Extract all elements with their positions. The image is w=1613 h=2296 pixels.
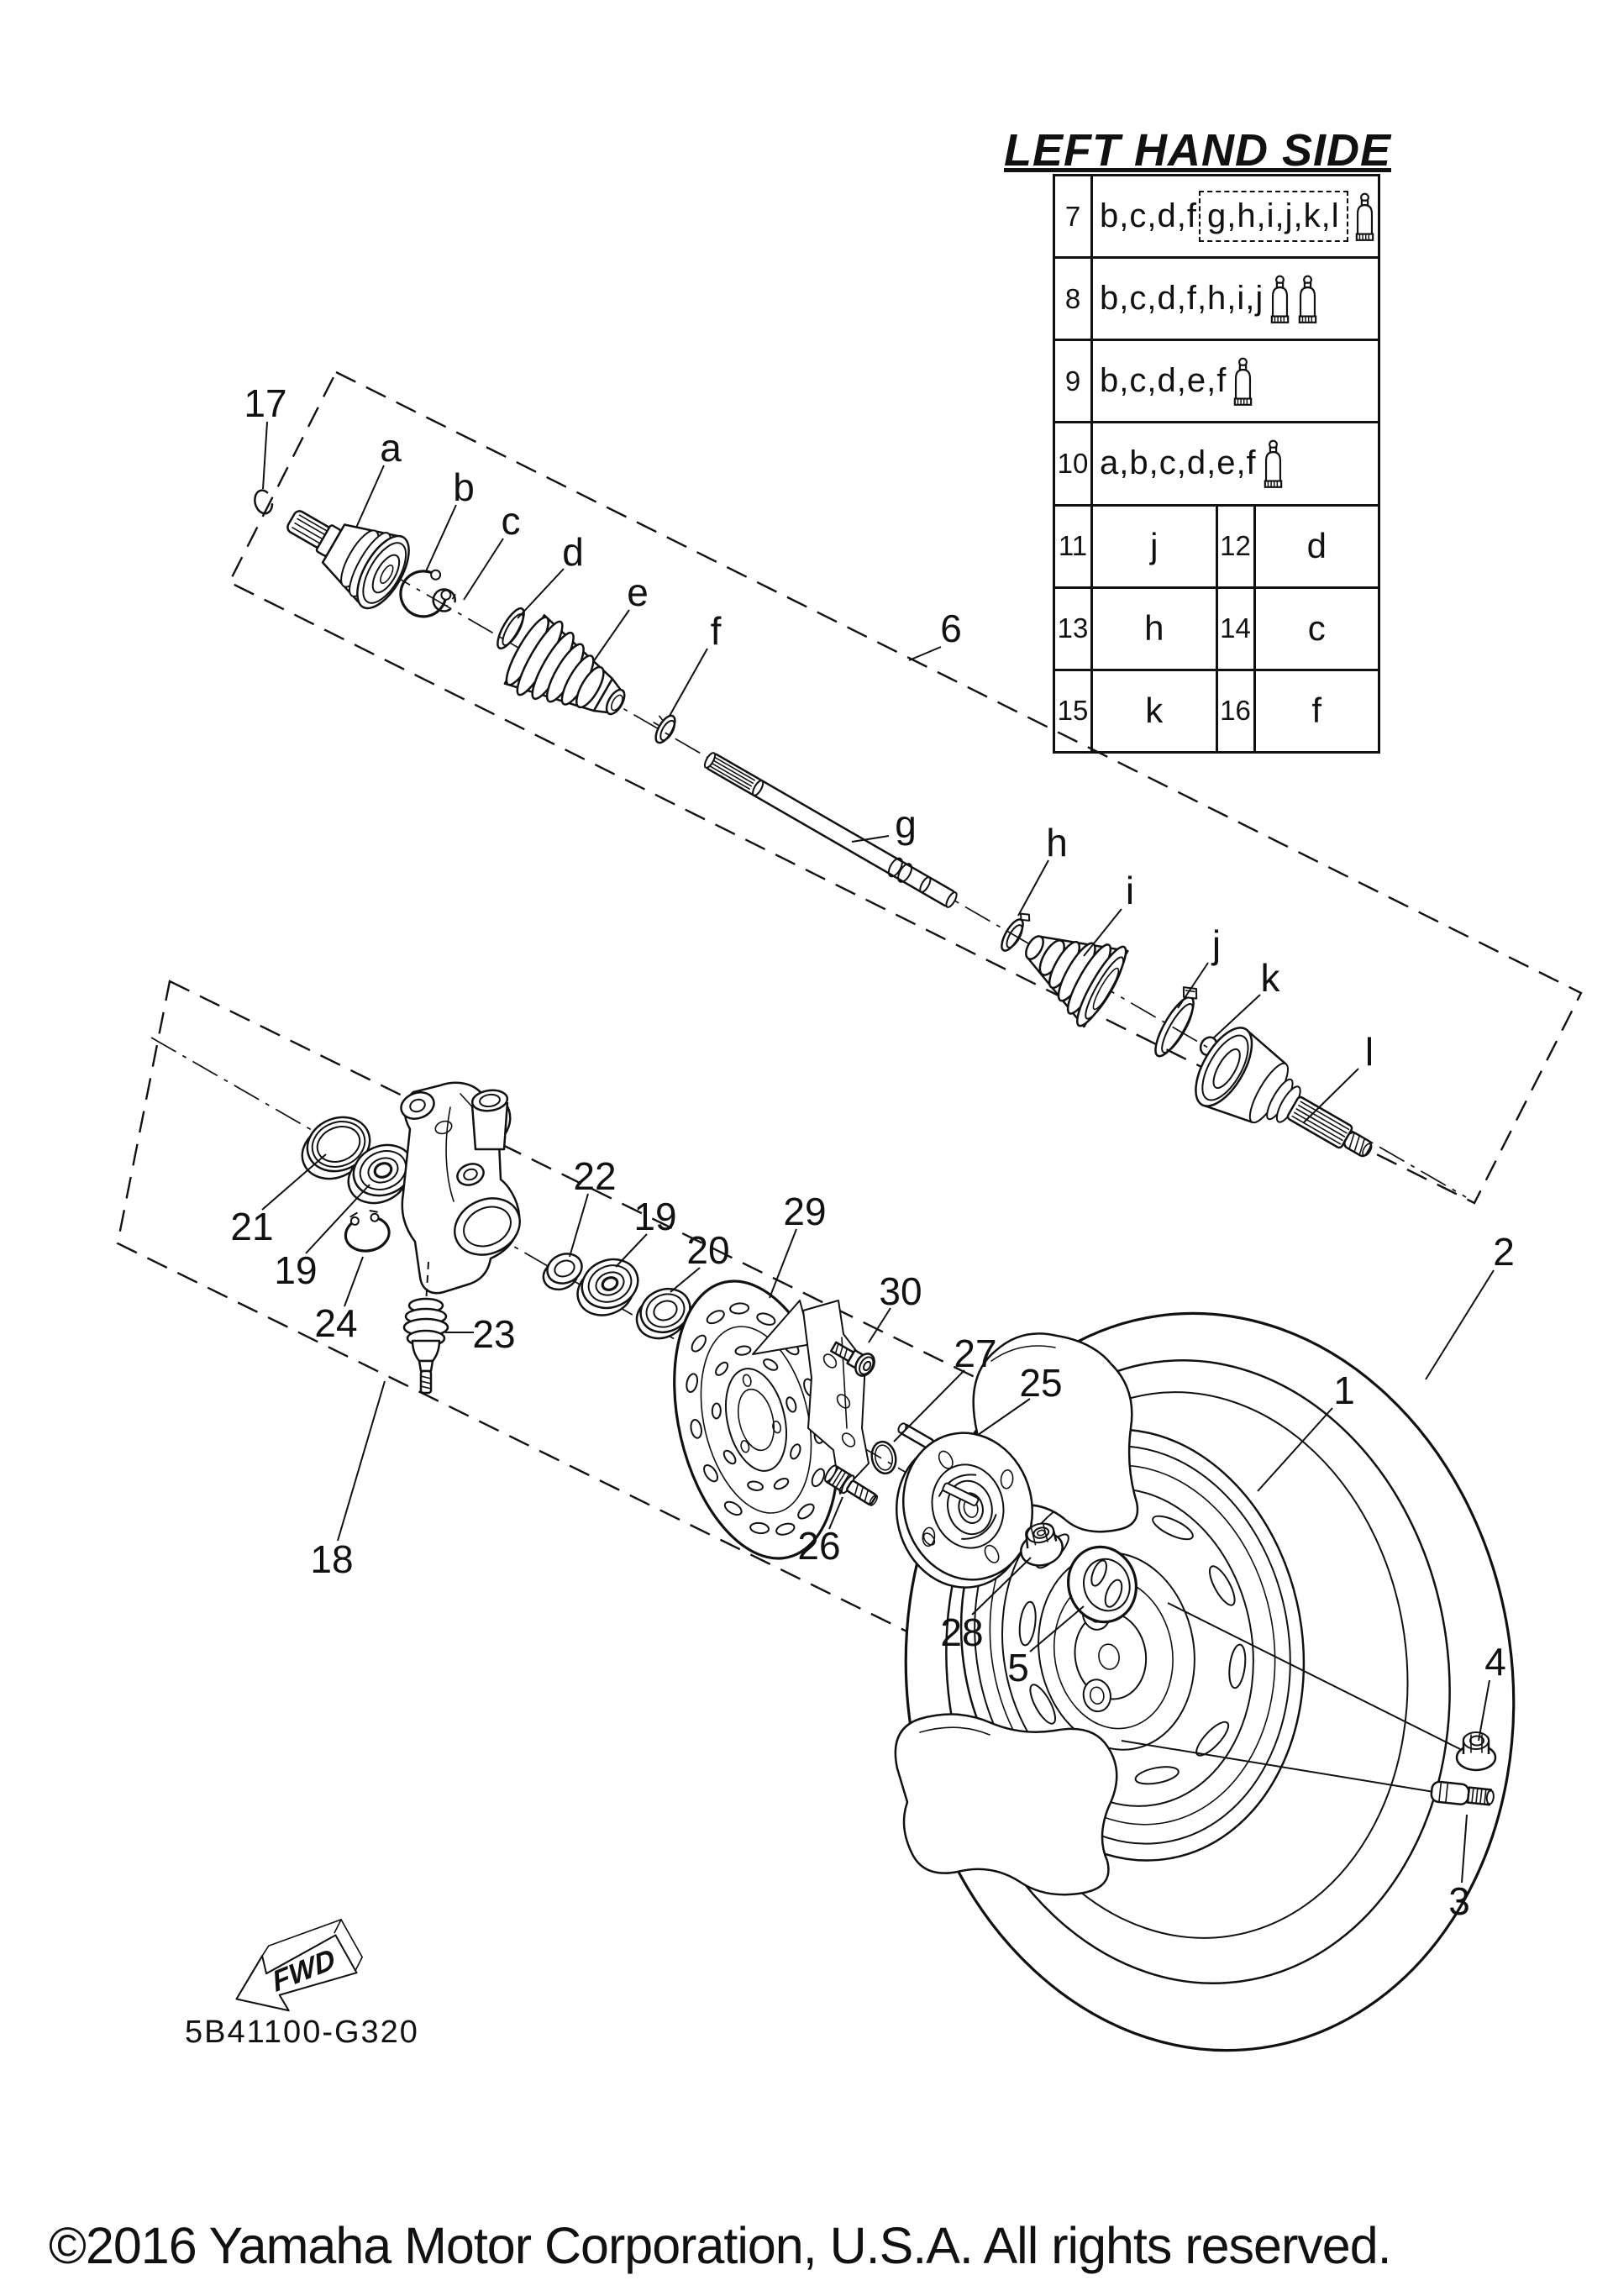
legend-item-number: 14	[1216, 589, 1256, 669]
callout-label: 21	[230, 1205, 274, 1248]
callout-label: h	[1046, 821, 1068, 864]
callout-label: 23	[472, 1312, 516, 1356]
legend-item-number: 7	[1055, 176, 1093, 256]
part-b-snap-ring	[397, 566, 454, 621]
callout-b	[426, 465, 475, 571]
callout-label: 17	[244, 381, 287, 425]
callout-label: g	[895, 802, 917, 846]
callout-23	[445, 1312, 516, 1356]
callout-label: l	[1364, 1030, 1374, 1074]
callout-label: 2	[1493, 1230, 1515, 1274]
page-title: LEFT HAND SIDE	[1004, 125, 1392, 176]
fwd-label: FWD	[269, 1942, 339, 1999]
legend-row-9	[1055, 339, 1378, 421]
callout-label: 26	[797, 1524, 841, 1568]
grease-tube-icon	[1232, 357, 1254, 406]
callout-label: 20	[686, 1228, 730, 1272]
leader-line	[262, 1154, 326, 1210]
copyright-notice: ©2016 Yamaha Motor Corporation, U.S.A. All rights reserved.	[49, 2217, 1391, 2274]
callout-label: 1	[1333, 1369, 1355, 1412]
legend-grease-letter: j	[1150, 526, 1159, 566]
callout-29	[770, 1190, 827, 1298]
legend-letters: b,c,d,f	[1100, 197, 1197, 235]
leader-line	[894, 1370, 964, 1442]
callout-label: 19	[274, 1248, 318, 1292]
callout-label: 27	[954, 1332, 997, 1375]
callout-label: 25	[1019, 1361, 1063, 1405]
legend-letters: b,c,d,e,f	[1100, 362, 1227, 400]
legend-row-10	[1055, 421, 1378, 503]
callout-17	[244, 381, 286, 489]
callout-label: f	[710, 609, 722, 653]
callout-22	[570, 1154, 617, 1257]
callout-18	[310, 1381, 385, 1581]
callout-a	[356, 426, 402, 528]
callout-label: i	[1125, 869, 1135, 912]
part-a-cv-joint	[271, 484, 419, 616]
callout-2	[1426, 1230, 1515, 1379]
callout-c	[464, 499, 521, 600]
legend-grease-letter: d	[1306, 526, 1327, 566]
leader-line	[344, 1257, 363, 1306]
callout-label: 24	[314, 1301, 358, 1345]
callout-label: 3	[1448, 1879, 1470, 1923]
leader-line	[593, 610, 629, 662]
callout-label: 29	[783, 1190, 827, 1233]
part-27-o-ring	[869, 1440, 898, 1476]
callout-d	[518, 530, 584, 618]
leader-line	[464, 539, 503, 600]
callout-label: 28	[940, 1610, 984, 1654]
grease-legend-table	[1053, 174, 1380, 754]
fwd-arrow	[223, 1915, 370, 2026]
legend-grease-letter: c	[1307, 608, 1326, 649]
callout-label: k	[1260, 956, 1280, 1000]
callout-6	[909, 607, 962, 660]
leader-line	[1426, 1270, 1494, 1379]
leader-line	[1018, 860, 1048, 916]
wheel-group	[859, 1274, 1560, 2090]
leader-line	[356, 465, 384, 528]
legend-grease-points	[1093, 176, 1378, 256]
grease-tube-icon	[1296, 275, 1319, 323]
leader-line	[263, 422, 267, 489]
part-i-boot	[1006, 905, 1134, 1031]
legend-item-number: 8	[1055, 259, 1093, 339]
callout-label: 4	[1484, 1640, 1506, 1684]
callout-label: j	[1211, 922, 1222, 966]
callout-k	[1213, 956, 1281, 1038]
legend-item-number: 12	[1216, 507, 1256, 586]
part-j-band-clamp	[1148, 983, 1206, 1061]
callout-label: e	[627, 570, 649, 614]
callout-label: 19	[633, 1195, 677, 1238]
legend-row-15-16	[1055, 669, 1378, 751]
leader-line	[770, 1229, 796, 1298]
leader-line	[869, 1308, 891, 1342]
part-l-cv-joint	[1185, 1019, 1392, 1190]
callout-24	[314, 1257, 363, 1345]
leader-line	[670, 649, 707, 716]
legend-grease-points	[1093, 423, 1378, 503]
tire-cutaway-lower	[896, 1715, 1116, 1895]
drawing-number: 5B41100-G320	[185, 2015, 419, 2050]
leader-line	[909, 647, 941, 660]
legend-item-number: 13	[1055, 589, 1093, 669]
callout-label: 30	[879, 1269, 922, 1313]
callout-e	[593, 570, 649, 662]
grease-tube-icon	[1353, 192, 1376, 241]
legend-item-number: 10	[1055, 423, 1093, 503]
legend-grease-letter: f	[1311, 691, 1322, 731]
callout-label: 22	[573, 1154, 617, 1198]
legend-grease-letter: h	[1144, 608, 1164, 649]
leader-line	[518, 569, 564, 618]
callout-label: 5	[1007, 1646, 1029, 1689]
callout-f	[670, 609, 722, 716]
callout-30	[869, 1269, 922, 1342]
legend-letters: a,b,c,d,e,f	[1100, 444, 1257, 482]
callout-label: 6	[940, 607, 962, 650]
legend-item-number: 15	[1055, 671, 1093, 751]
legend-item-number: 9	[1055, 341, 1093, 421]
callout-g	[852, 802, 917, 846]
callout-h	[1018, 821, 1068, 916]
legend-item-number: 11	[1055, 507, 1093, 586]
legend-row-7	[1055, 176, 1378, 256]
callout-label: c	[501, 499, 521, 543]
legend-grease-points	[1093, 259, 1378, 339]
legend-grease-letter: k	[1145, 691, 1164, 731]
part-f-ring	[646, 709, 680, 746]
leader-line	[616, 1234, 647, 1267]
callout-label: 18	[310, 1537, 354, 1581]
leader-line	[338, 1381, 385, 1541]
grease-tube-icon	[1269, 275, 1291, 323]
legend-item-number: 16	[1216, 671, 1256, 751]
legend-row-13-14	[1055, 586, 1378, 669]
legend-grease-points	[1093, 341, 1378, 421]
grease-tube-icon	[1262, 439, 1285, 488]
callout-label: a	[380, 426, 402, 470]
legend-letters-boxed: g,h,i,j,k,l	[1199, 191, 1348, 242]
legend-row-8	[1055, 256, 1378, 339]
part-24-snap-ring	[342, 1208, 391, 1254]
callout-label: d	[562, 530, 584, 574]
part-knuckle	[397, 1083, 529, 1293]
leader-line	[426, 505, 456, 571]
leader-line	[306, 1185, 370, 1253]
legend-letters: b,c,d,f,h,i,j	[1100, 280, 1264, 318]
callout-label: b	[453, 465, 475, 509]
part-g-shaft	[702, 750, 959, 911]
leader-line	[570, 1194, 588, 1257]
legend-row-11-12	[1055, 504, 1378, 586]
